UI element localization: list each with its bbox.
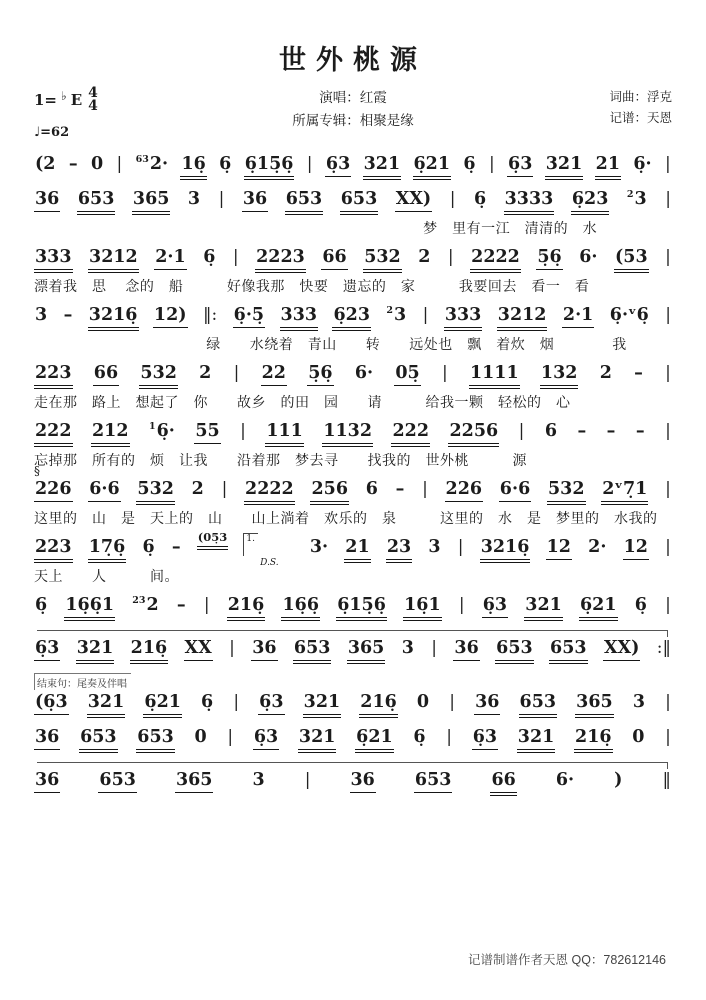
note-group: 0 [90,153,104,174]
note-group: 6̣·5̣ [233,305,265,328]
note-group: 66 [93,363,119,386]
note-group: 6· [579,246,598,267]
note-group: 3 [35,304,48,325]
note-group: 2223 [255,247,306,273]
score [34,154,672,796]
volta-bracket: 1. [243,533,258,556]
note-group: 6̣ [473,188,487,209]
section-label: 结束句：尾奏及伴唱 [34,673,131,690]
note-group: 6̣21 [579,595,618,621]
note-group: 653 [77,189,116,215]
barline: | [203,594,210,615]
note-group: 6̣ [634,594,647,615]
note-group: 111 [265,421,304,447]
note-group: 6̣3 [325,154,351,177]
note-group: 0 [194,726,207,747]
notes-row [34,638,672,664]
system [34,529,672,586]
barline: | [221,478,228,499]
barline: | [449,691,455,712]
note-group: 21 [344,537,370,563]
note-group: – [176,594,186,615]
note-group: 226 [445,479,484,502]
note-group: 6̣3 [258,692,284,715]
note-group: (2 [35,153,56,174]
footer-credit: 记谱制谱作者天恩 QQ：782612146 [468,953,666,967]
note-group: $^2$3 [626,188,647,209]
note-group: 1132 [322,421,373,447]
note-group: 5̣6̣ [536,247,562,270]
note-group: 532 [363,247,402,273]
barline: | [218,188,225,209]
note-group: 22 [261,363,287,386]
key-tempo-block [34,87,184,140]
note-group: 2222 [244,479,295,505]
header-meta [34,87,672,140]
note-group: 256 [310,479,349,505]
barline: | [233,691,240,712]
note-group: 36 [453,638,479,661]
system [34,673,672,718]
note-group: 321 [524,595,563,621]
note-group: 6̣3 [507,154,533,177]
barline: | [306,153,313,174]
key-signature [34,87,184,114]
phrase-bracket [37,762,668,769]
note-group: 36 [242,189,268,212]
note-group: – [395,478,405,499]
performer: 演唱：红霞 [319,90,387,105]
notes-row [34,727,672,753]
note-group: – [171,536,181,557]
note-group: 55 [194,421,220,444]
note-group: 3212 [497,305,548,331]
barline: | [457,536,464,557]
note-group: 0 [416,691,430,712]
notes-row [34,692,672,718]
note-group: 16̣6̣1 [64,595,115,621]
note-group: (53 [614,247,649,273]
system [34,363,672,412]
system [34,421,672,470]
barline: | [665,691,671,712]
note-group: 653 [285,189,324,215]
notes-row [34,421,672,447]
barline: | [233,362,240,383]
note-group: 653 [495,638,534,664]
note-group: 12 [623,537,649,560]
note-group: 5̣6̣ [307,363,333,386]
note-group: 0 [632,726,645,747]
note-group: 6·6 [88,479,120,502]
note-group: 532 [139,363,178,389]
note-group: 653 [98,770,137,793]
barline: | [227,726,234,747]
note-group: 36 [34,770,60,793]
note-group: 6̣ [142,536,155,557]
note-group: $^1$6̣· [148,420,175,441]
note-group: 3333 [504,189,555,215]
note-group: 653 [136,727,175,753]
note-group: $^2$3 [386,304,407,325]
note-group: 321 [76,638,115,664]
grace-note: 1 [148,421,156,433]
note-group: 6̣ [413,726,426,747]
note-group: – [635,420,645,441]
note-group: 16̣6̣ [281,595,320,621]
barline: | [665,246,671,267]
note-group: 17̣6̣ [88,537,127,563]
note-group: 2 [599,362,612,383]
system [34,463,672,528]
note-group: 226 [34,479,73,502]
lyrics-line: 梦 里有一江 清清的 水 [423,219,598,236]
note-group: 6̣·ᵛ6̣ [609,304,649,325]
notes-row [34,189,672,215]
system [34,762,672,796]
note-group: 6̣3 [34,638,60,661]
note-group: 2· [588,536,607,557]
note-group: 212 [91,421,130,447]
key-base: 1= [34,91,58,110]
note-group: 653 [414,770,453,793]
note-group: 6· [555,769,575,790]
note-group: 05̣ [394,363,420,386]
note-group: 223 [34,537,73,563]
note-group: 6̣3 [253,727,279,750]
note-group: 1111 [469,363,520,389]
note-group: 132 [540,363,579,389]
ds-marking: D.S. [260,557,279,568]
lyrics-line: 漂着我 思 念的 船 好像我那 快要 遗忘的 家 我要回去 看一 看 [34,277,590,294]
barline: | [116,153,123,174]
note-group: $^{63}$2· [135,153,169,174]
note-group: 365 [132,189,171,215]
barline: | [665,304,671,325]
time-numerator: 4 [88,85,98,101]
note-group: 2·1 [154,247,186,270]
note-group: 216̣ [227,595,266,621]
note-group: 3216̣ [480,537,531,563]
barline: | [665,362,671,383]
notes-row [34,247,672,273]
notes-row [34,595,672,621]
note-group: 6̣23 [332,305,371,331]
note-group: 12) [153,305,188,328]
notes-row [34,529,672,568]
note-group: ) [614,769,623,790]
note-group: 321 [363,154,402,180]
note-group: 6·6 [499,479,531,502]
barline: | [422,478,428,499]
note-group: 365 [347,638,386,664]
credit-composer: 词曲：浮克 [609,90,672,104]
note-group: 23 [386,537,412,563]
barline: | [232,246,239,267]
note-group: 3· [309,536,329,557]
barline: ‖: [202,304,218,325]
grace-note: 23 [132,595,146,607]
system [34,630,672,664]
note-group: 12 [546,537,572,560]
credits-block [609,87,672,130]
notes-row [34,363,672,389]
note-group: 36 [34,189,60,212]
note-group: 321 [545,154,584,180]
barline: | [665,420,671,441]
note-group: 66 [321,247,347,270]
note-group: 66 [490,770,516,796]
song-title: 世外桃源 [279,45,427,75]
note-group: 16̣1 [403,595,442,621]
note-group: 3216̣ [88,305,139,331]
note-group: 3 [252,769,265,790]
note-group: 6· [354,362,374,383]
note-group: 3 [428,536,441,557]
note-group: 36 [350,770,376,793]
barline: | [488,153,495,174]
note-group: 36 [474,692,500,715]
note-group: 6̣15̣6̣ [336,595,387,621]
note-group: – [68,153,78,174]
barline: | [665,726,671,747]
note-group: 6̣21 [143,692,182,718]
credit-transcriber: 记谱：天恩 [609,111,672,126]
note-group: 6̣ [463,153,476,174]
notes-row [34,770,672,796]
note-group: (6̣3 [34,692,69,715]
barline: | [518,420,525,441]
note-group: 6 [544,420,558,441]
barline: :‖ [656,637,671,658]
system [34,189,672,238]
note-group: 6̣23 [571,189,610,215]
note-group: – [63,304,73,325]
barline: | [665,594,671,615]
note-group: 2ᵛ7̣1 [601,479,648,505]
note-group: XX) [395,189,432,212]
note-group: 3 [401,637,414,658]
barline: ‖ [662,769,671,790]
note-group: (05̣3 [197,530,228,550]
note-group: 333 [280,305,319,331]
barline: | [446,726,453,747]
note-group: 36 [34,727,60,750]
note-group: 216̣ [130,638,169,664]
note-group: XX [184,638,213,661]
note-group: – [606,420,616,441]
barline: | [449,188,456,209]
barline: | [240,420,246,441]
notes-row [34,154,672,180]
system [34,154,672,180]
grace-note: 2 [386,305,394,317]
note-group: 653 [549,638,588,664]
tempo-marking: ♩=62 [34,124,70,140]
note-group: 6̣ [219,153,232,174]
note-group: 36 [251,638,277,661]
note-group: 6̣ [201,691,214,712]
barline: | [441,362,448,383]
note-group: 6̣· [633,153,652,174]
grace-note: 63 [135,154,149,166]
note-group: 365 [575,692,614,718]
note-group: 216̣ [359,692,398,718]
note-group: 653 [293,638,332,664]
system [34,727,672,753]
barline: | [304,769,311,790]
barline: | [665,188,671,209]
barline: | [665,478,671,499]
time-denominator: 4 [88,98,98,115]
note-group: 21 [595,154,621,180]
note-group: XX) [603,638,640,661]
note-group: 653 [519,692,558,718]
lyrics-line: 忘掉那 所有的 烦 让我 沿着那 梦去寻 找我的 世外桃 源 [34,451,527,468]
note-group: 223 [34,363,73,389]
note-group: 6̣ [35,594,48,615]
barline: | [665,153,671,174]
performer-block [184,87,522,133]
note-group: 16̣ [180,154,206,180]
system [34,305,672,354]
barline: | [665,536,671,557]
note-group: 321 [87,692,126,718]
lyrics-line: 这里的 山 是 天上的 山 山上淌着 欢乐的 泉 这里的 水 是 梦里的 水我的 [34,509,658,526]
note-group: 333 [444,305,483,331]
note-group: 321 [303,692,342,718]
note-group: 653 [79,727,118,753]
barline: | [422,304,429,325]
barline: | [229,637,235,658]
note-group: 365 [175,770,214,793]
note-group: 6̣3 [472,727,498,750]
note-group: 222 [34,421,73,447]
note-group: 222 [391,421,430,447]
notes-row [34,463,672,505]
barline: | [458,594,465,615]
note-group: 321 [298,727,337,753]
note-group: 6̣ [203,246,216,267]
note-group: 2 [199,362,212,383]
system [34,247,672,296]
lyrics-line: 走在那 路上 想起了 你 故乡 的田 园 请 给我一颗 轻松的 心 [34,393,571,410]
note-group: 3 [187,188,201,209]
lyrics-line: 绿 水绕着 青山 转 远处也 飘 着炊 烟 我 [206,335,627,352]
note-group: 216̣ [574,727,613,753]
note-group: 3212 [88,247,139,273]
phrase-bracket [37,630,668,637]
note-group: 6 [365,478,378,499]
flat-icon: ♭ [61,88,67,103]
note-group: 532 [547,479,586,505]
note-group: $^{23}$2 [132,594,159,615]
lyrics-line: 天上 人 间。 [34,567,179,584]
barline: | [431,637,438,658]
note-group: 532 [136,479,175,505]
note-group: 2 [191,478,204,499]
key-note: E [70,91,83,110]
note-group: 6̣21 [413,154,452,180]
note-group: 3 [632,691,645,712]
barline: | [447,246,454,267]
note-group: 2256 [448,421,499,447]
note-group: 653 [340,189,379,215]
note-group: – [634,362,643,383]
segno-icon: § [34,463,40,478]
note-group: 2 [418,246,431,267]
note-group: 2222 [470,247,521,273]
time-signature [88,87,98,114]
note-group: 333 [34,247,73,273]
note-group: 321 [517,727,556,753]
grace-note: 2 [626,189,634,201]
notes-row [34,305,672,331]
note-group: 6̣3 [482,595,508,618]
album: 所属专辑：相聚是缘 [292,112,414,128]
note-group: 2·1 [562,305,594,328]
system [34,595,672,621]
note-group: 6̣21 [355,727,394,753]
note-group: – [577,420,587,441]
note-group: 6̣15̣6̣ [244,154,295,180]
